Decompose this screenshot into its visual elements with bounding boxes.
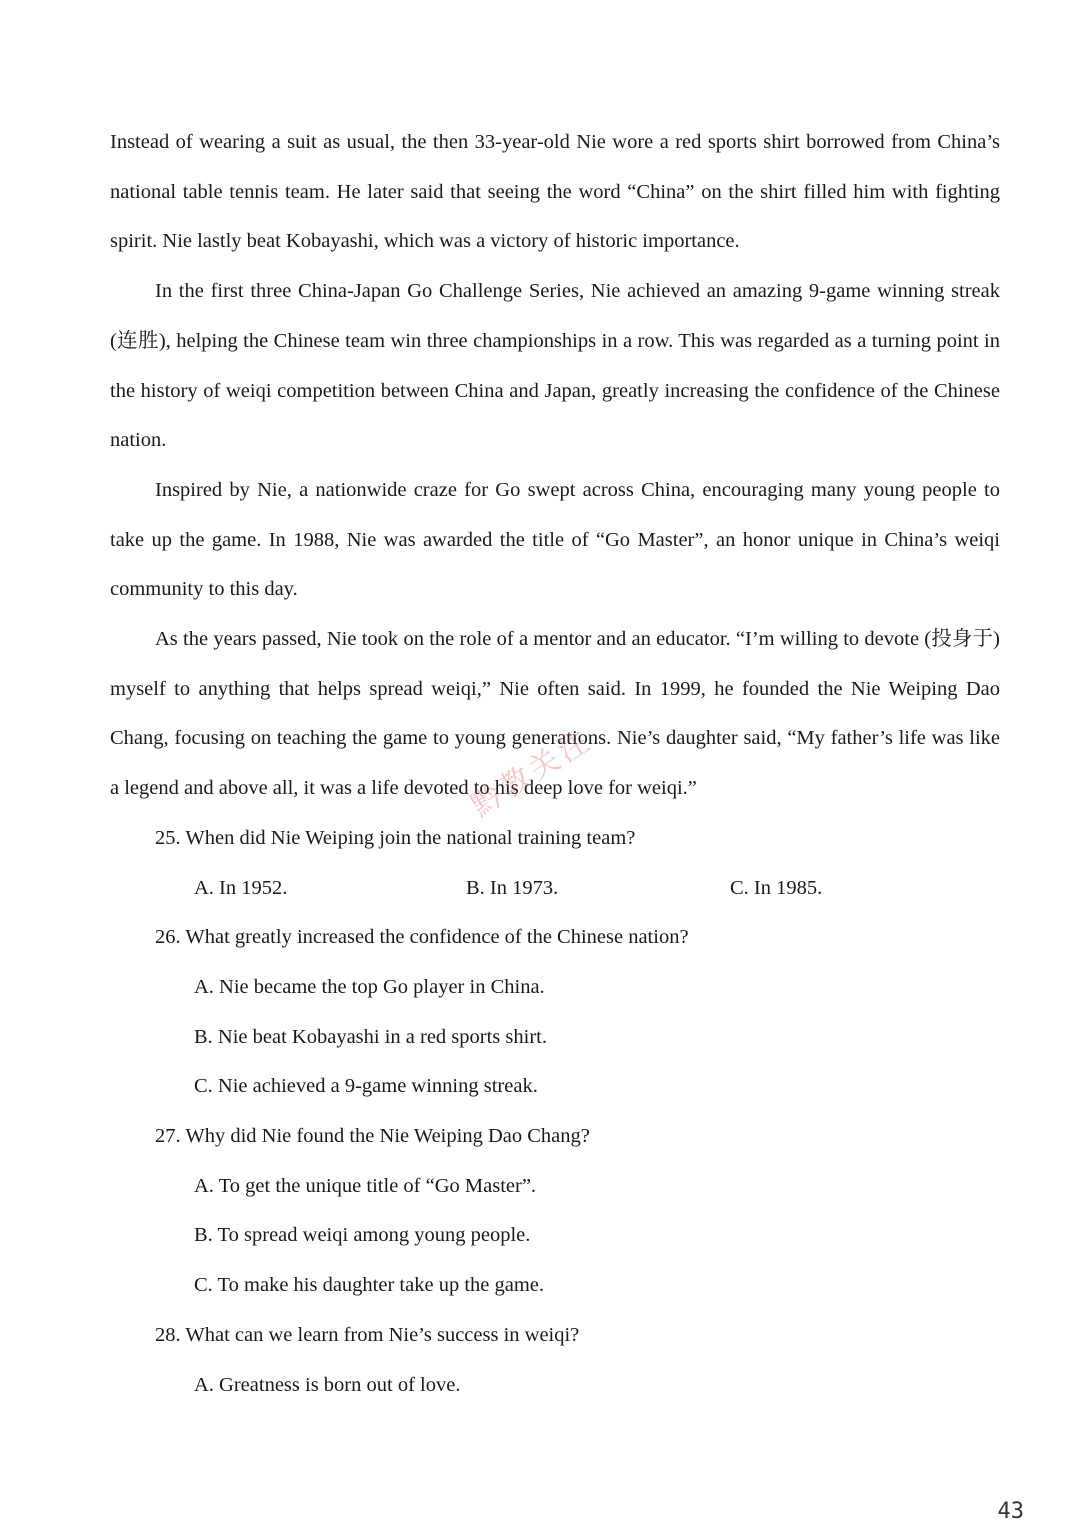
question-28-stem: 28. What can we learn from Nie’s success in weiqi?: [155, 1323, 580, 1346]
question-25-option-c: C. In 1985.: [730, 876, 823, 899]
question-26-option-b: B. Nie beat Kobayashi in a red sports shirt.: [194, 1025, 547, 1048]
question-27-option-b: B. To spread weiqi among young people.: [194, 1224, 531, 1247]
question-25-option-b: B. In 1973.: [466, 876, 559, 899]
paragraph-3: Inspired by Nie, a nationwide craze for Go swept across China, encouraging many young people to take up the game. In 1988, Nie was awarded the title of “Go Master”, an honor unique in China’s weiqi community to this day.: [110, 478, 1000, 601]
question-26-stem: 26. What greatly increased the confidence of the Chinese nation?: [155, 926, 689, 949]
document-body: [110, 118, 1000, 1410]
question-26-option-c: C. Nie achieved a 9-game winning streak.: [194, 1075, 538, 1098]
paragraph-2: In the first three China-Japan Go Challenge Series, Nie achieved an amazing 9-game winning streak (连胜), helping the Chinese team win three championships in a row. This was regarded as a turning point in the history of weiqi competition between China and Japan, greatly increasing the confidence of the Chinese nation.: [110, 280, 1000, 452]
question-27-option-c: C. To make his daughter take up the game.: [194, 1274, 545, 1297]
question-27-stem: 27. Why did Nie found the Nie Weiping Dao Chang?: [155, 1125, 590, 1148]
watermark: 黔教关注: [464, 722, 599, 824]
question-26-option-a: A. Nie became the top Go player in China.: [194, 975, 545, 998]
question-25-option-a: A. In 1952.: [194, 876, 288, 899]
question-25-stem: 25. When did Nie Weiping join the national training team?: [155, 826, 636, 849]
question-25-options: [110, 864, 1000, 914]
page-number: 43: [997, 1499, 1024, 1524]
paragraph-1: Instead of wearing a suit as usual, the then 33-year-old Nie wore a red sports shirt borrowed from China’s national table tennis team. He later said that seeing the word “China” on the shirt filled him with fighting spirit. Nie lastly beat Kobayashi, which was a victory of historic importance.: [110, 131, 1000, 253]
paragraph-4: As the years passed, Nie took on the role of a mentor and an educator. “I’m willing to devote (投身于) myself to anything that helps spread weiqi,” Nie often said. In 1999, he founded the Nie Weiping Dao Chang, focusing on teaching the game to young generations. Nie’s daughter said, “My father’s life was like a legend and above all, it was a life devoted to his deep love for weiqi.”: [110, 628, 1000, 800]
question-27-option-a: A. To get the unique title of “Go Master”.: [194, 1174, 537, 1197]
question-28-option-a: A. Greatness is born out of love.: [194, 1373, 461, 1396]
